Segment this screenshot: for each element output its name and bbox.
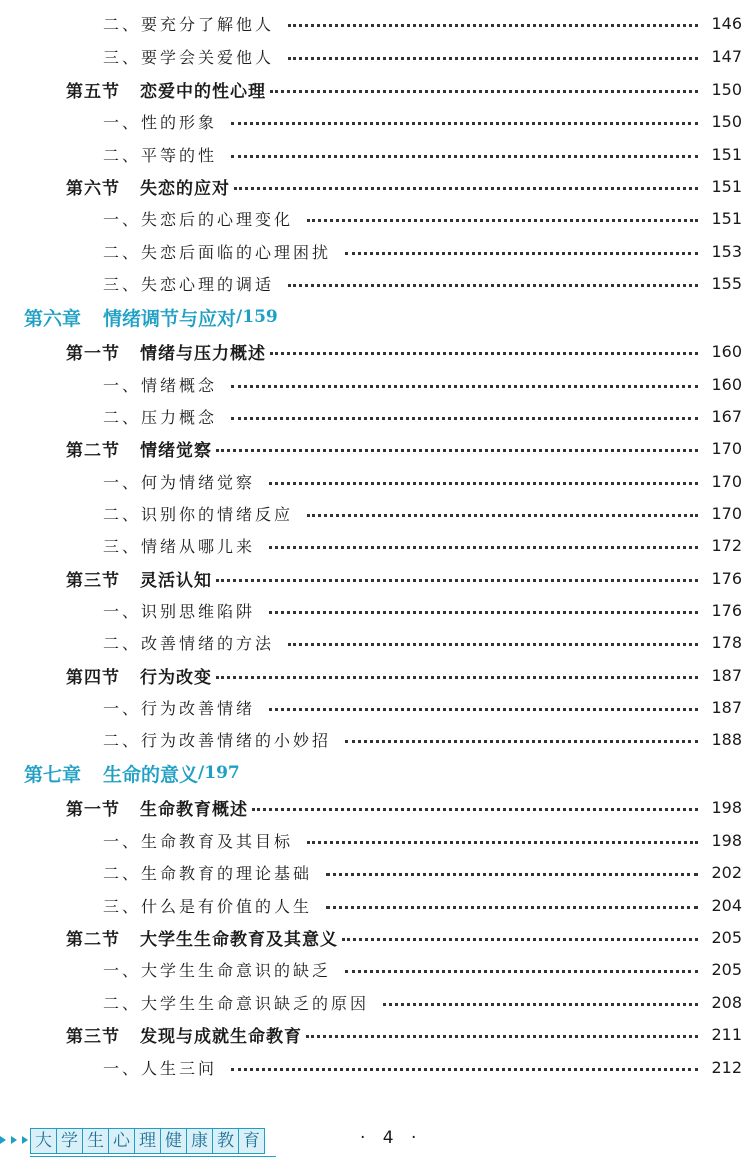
- page-number-ref: 178: [711, 632, 742, 652]
- subsection-label: 一、生命教育及其目标: [103, 831, 294, 851]
- dot-leader: [231, 385, 698, 388]
- page-number-ref: 205: [711, 959, 742, 979]
- dot-leader: [306, 1035, 698, 1038]
- dot-leader: [269, 611, 698, 614]
- subsection-label: 一、情绪概念: [103, 375, 218, 395]
- book-title-char: 健: [160, 1128, 187, 1154]
- page-number-ref: 167: [711, 406, 742, 426]
- dot-leader: [216, 449, 698, 452]
- dot-leader: [231, 122, 698, 125]
- section-entry[interactable]: [66, 792, 742, 822]
- page-number-ref: 211: [711, 1024, 742, 1044]
- section-entry[interactable]: [66, 1019, 742, 1049]
- section-title: 大学生生命教育及其意义: [140, 929, 338, 950]
- section-label: [66, 566, 212, 591]
- page-number-ref: 176: [711, 568, 742, 588]
- subsection-label: 二、生命教育的理论基础: [103, 863, 313, 883]
- subsection-entry[interactable]: [103, 1052, 742, 1082]
- page-number-ref: 212: [711, 1057, 742, 1077]
- section-label: [66, 77, 266, 102]
- section-number: 第三节: [66, 1026, 120, 1047]
- subsection-label: 一、大学生生命意识的缺乏: [103, 960, 332, 980]
- section-number: 第一节: [66, 343, 120, 364]
- page-number-ref: 187: [711, 697, 742, 717]
- chapter-page: 197: [204, 763, 240, 783]
- subsection-entry[interactable]: [103, 41, 742, 71]
- section-title: 失恋的应对: [140, 178, 230, 199]
- section-title: 行为改变: [140, 667, 212, 688]
- subsection-label: 一、失恋后的心理变化: [103, 209, 294, 229]
- chapter-number: 第六章: [24, 307, 82, 330]
- book-title-char: 康: [186, 1128, 213, 1154]
- page-number-ref: 176: [711, 600, 742, 620]
- page-number: · 4 ·: [360, 1128, 423, 1148]
- section-number: 第六节: [66, 178, 120, 199]
- dot-leader: [269, 546, 698, 549]
- chapter-page: 159: [242, 307, 278, 327]
- dot-leader: [383, 1003, 698, 1006]
- subsection-entry[interactable]: [103, 236, 742, 266]
- subsection-entry[interactable]: [103, 857, 742, 887]
- page-separator: /: [198, 763, 205, 783]
- page-number-ref: 146: [711, 13, 742, 33]
- page-number-ref: 187: [711, 665, 742, 685]
- book-title-char: 心: [108, 1128, 135, 1154]
- dot-leader: [345, 740, 698, 743]
- page-number-ref: 155: [711, 273, 742, 293]
- subsection-entry[interactable]: [103, 987, 742, 1017]
- page-number-ref: 160: [711, 341, 742, 361]
- dot-leader: [270, 90, 698, 93]
- book-title-char: 生: [82, 1128, 109, 1154]
- subsection-entry[interactable]: [103, 203, 742, 233]
- subsection-label: 三、情绪从哪儿来: [103, 536, 256, 556]
- section-number: 第二节: [66, 929, 120, 950]
- page-number-ref: 147: [711, 46, 742, 66]
- section-entry[interactable]: [66, 433, 742, 463]
- chapter-heading[interactable]: [24, 300, 278, 334]
- section-number: 第一节: [66, 799, 120, 820]
- subsection-label: 二、失恋后面临的心理困扰: [103, 242, 332, 262]
- dot-leader: [231, 155, 698, 158]
- page-number-ref: 151: [711, 208, 742, 228]
- section-entry[interactable]: [66, 922, 742, 952]
- dot-leader: [234, 187, 698, 190]
- page-number-ref: 188: [711, 729, 742, 749]
- subsection-label: 一、行为改善情绪: [103, 698, 256, 718]
- page-number-ref: 202: [711, 862, 742, 882]
- section-title: 灵活认知: [140, 570, 212, 591]
- subsection-label: 二、要充分了解他人: [103, 14, 275, 34]
- section-title: 恋爱中的性心理: [140, 81, 266, 102]
- chapter-title: 情绪调节与应对: [103, 307, 237, 330]
- subsection-entry[interactable]: [103, 530, 742, 560]
- dot-leader: [288, 24, 698, 27]
- subsection-label: 一、识别思维陷阱: [103, 601, 256, 621]
- page-number-ref: 172: [711, 535, 742, 555]
- subsection-entry[interactable]: [103, 106, 742, 136]
- page-number-ref: 151: [711, 144, 742, 164]
- dot-leader: [288, 57, 698, 60]
- subsection-label: 二、识别你的情绪反应: [103, 504, 294, 524]
- section-title: 情绪与压力概述: [140, 343, 266, 364]
- page-number-ref: 160: [711, 374, 742, 394]
- page-number-ref: 153: [711, 241, 742, 261]
- section-label: [66, 174, 230, 199]
- section-title: 情绪觉察: [140, 440, 212, 461]
- page-number-ref: 170: [711, 471, 742, 491]
- subsection-label: 三、什么是有价值的人生: [103, 896, 313, 916]
- subsection-entry[interactable]: [103, 8, 742, 38]
- dot-leader: [216, 579, 698, 582]
- footer-rule: [30, 1156, 276, 1157]
- section-entry[interactable]: [66, 660, 742, 690]
- page-number-ref: 150: [711, 79, 742, 99]
- dot-leader: [270, 352, 698, 355]
- chapter-heading[interactable]: [24, 756, 240, 790]
- subsection-label: 二、平等的性: [103, 145, 218, 165]
- subsection-label: 一、人生三问: [103, 1058, 218, 1078]
- subsection-label: 三、失恋心理的调适: [103, 274, 275, 294]
- page-number-ref: 198: [711, 830, 742, 850]
- subsection-entry[interactable]: [103, 401, 742, 431]
- dot-leader: [231, 1068, 698, 1071]
- dot-leader: [345, 970, 698, 973]
- page-separator: /: [236, 307, 243, 327]
- subsection-label: 二、改善情绪的方法: [103, 633, 275, 653]
- section-entry[interactable]: [66, 74, 742, 104]
- page-number-ref: 151: [711, 176, 742, 196]
- book-title-char: 学: [56, 1128, 83, 1154]
- page-number-ref: 170: [711, 438, 742, 458]
- page-number-ref: 170: [711, 503, 742, 523]
- dot-leader: [326, 906, 698, 909]
- subsection-entry[interactable]: [103, 954, 742, 984]
- dot-leader: [269, 482, 698, 485]
- subsection-entry[interactable]: [103, 498, 742, 528]
- dot-leader: [288, 284, 698, 287]
- section-entry[interactable]: [66, 336, 742, 366]
- section-label: [66, 663, 212, 688]
- subsection-label: 二、大学生生命意识缺乏的原因: [103, 993, 370, 1013]
- dot-leader: [216, 676, 698, 679]
- dot-leader: [342, 938, 698, 941]
- subsection-label: 三、要学会关爱他人: [103, 47, 275, 67]
- subsection-entry[interactable]: [103, 139, 742, 169]
- page-number-ref: 208: [711, 992, 742, 1012]
- section-number: 第二节: [66, 440, 120, 461]
- subsection-label: 二、行为改善情绪的小妙招: [103, 730, 332, 750]
- section-entry[interactable]: [66, 171, 742, 201]
- subsection-entry[interactable]: [103, 724, 742, 754]
- book-title-char: 教: [212, 1128, 239, 1154]
- section-label: [66, 436, 212, 461]
- dot-leader: [231, 417, 698, 420]
- chapter-number: 第七章: [24, 763, 82, 786]
- subsection-label: 一、何为情绪觉察: [103, 472, 256, 492]
- dot-leader: [288, 643, 698, 646]
- section-label: [66, 339, 266, 364]
- section-number: 第五节: [66, 81, 120, 102]
- arrow-icons: [0, 1136, 33, 1144]
- section-entry[interactable]: [66, 563, 742, 593]
- subsection-label: 一、性的形象: [103, 112, 218, 132]
- subsection-entry[interactable]: [103, 627, 742, 657]
- dot-leader: [307, 219, 698, 222]
- book-title-char: 理: [134, 1128, 161, 1154]
- page-number-ref: 205: [711, 927, 742, 947]
- page-number-ref: 150: [711, 111, 742, 131]
- section-label: [66, 925, 338, 950]
- subsection-entry[interactable]: [103, 369, 742, 399]
- section-number: 第四节: [66, 667, 120, 688]
- page-number-ref: 204: [711, 895, 742, 915]
- book-title-banner: [30, 1128, 264, 1154]
- chapter-title: 生命的意义: [103, 763, 199, 786]
- book-title-char: 育: [238, 1128, 265, 1154]
- section-title: 发现与成就生命教育: [140, 1026, 302, 1047]
- subsection-entry[interactable]: [103, 692, 742, 722]
- dot-leader: [345, 252, 698, 255]
- book-title-char: 大: [30, 1128, 57, 1154]
- subsection-label: 二、压力概念: [103, 407, 218, 427]
- dot-leader: [252, 808, 698, 811]
- subsection-entry[interactable]: [103, 595, 742, 625]
- dot-leader: [326, 873, 698, 876]
- page-number-ref: 198: [711, 797, 742, 817]
- section-label: [66, 1022, 302, 1047]
- section-number: 第三节: [66, 570, 120, 591]
- subsection-entry[interactable]: [103, 466, 742, 496]
- section-title: 生命教育概述: [140, 799, 248, 820]
- subsection-entry[interactable]: [103, 268, 742, 298]
- dot-leader: [269, 708, 698, 711]
- subsection-entry[interactable]: [103, 825, 742, 855]
- dot-leader: [307, 514, 698, 517]
- section-label: [66, 795, 248, 820]
- page-footer: [0, 1126, 750, 1163]
- subsection-entry[interactable]: [103, 890, 742, 920]
- dot-leader: [307, 841, 698, 844]
